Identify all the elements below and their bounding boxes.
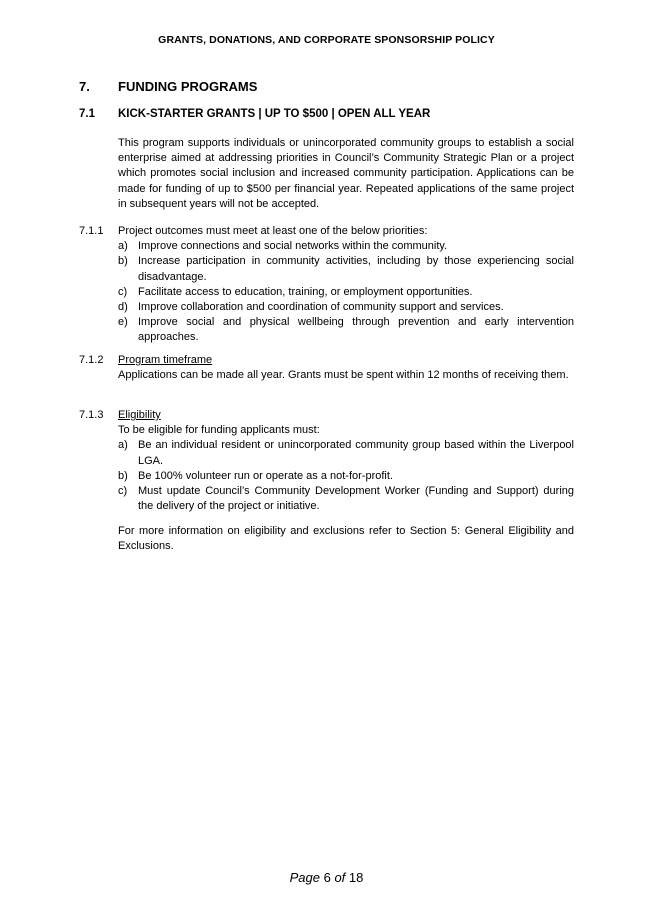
eligibility-list	[118, 438, 574, 514]
running-header: GRANTS, DONATIONS, AND CORPORATE SPONSORSHIP POLICY	[158, 34, 495, 46]
section-7-1-3-title: Eligibility	[118, 409, 161, 421]
list-item	[118, 239, 574, 254]
list-item-text: Improve collaboration and coordination of community support and services.	[138, 301, 504, 314]
list-marker: c)	[118, 285, 128, 298]
section-7-number: 7.	[79, 79, 90, 94]
list-item-text: Facilitate access to education, training, or employment opportunities.	[138, 285, 473, 298]
list-marker: d)	[118, 301, 128, 314]
list-item	[118, 315, 574, 345]
priorities-list	[118, 239, 574, 345]
page-total: 18	[348, 870, 364, 885]
section-7-title: FUNDING PROGRAMS	[118, 79, 258, 94]
list-item-text: Improve connections and social networks within the community.	[138, 240, 448, 253]
section-7-heading	[79, 79, 579, 94]
page-footer	[0, 870, 653, 885]
more-info-paragraph: For more information on eligibility and exclusions refer to Section 5: General Eligibility and Exclusions.	[118, 525, 574, 553]
list-marker: a)	[118, 439, 128, 452]
section-7-1-1-number: 7.1.1	[79, 225, 104, 237]
section-7-1-heading	[79, 108, 579, 120]
list-item-text: Be an individual resident or unincorporated community group based within the Liverpool LGA.	[138, 439, 574, 467]
section-7-1-3	[79, 408, 574, 514]
list-item	[118, 254, 574, 284]
list-item-text: Increase participation in community activities, including by those experiencing social disadvantage.	[138, 255, 574, 283]
list-item-text: Must update Council’s Community Development Worker (Funding and Support) during the delivery of the project or initiative.	[138, 485, 574, 513]
list-item-text: Improve social and physical wellbeing through prevention and early intervention approaches.	[138, 316, 574, 344]
list-item	[118, 484, 574, 514]
of-word: of	[334, 870, 346, 885]
section-7-1-3-number: 7.1.3	[79, 409, 104, 421]
section-7-1-intro: This program supports individuals or unincorporated community groups to establish a social enterprise aimed at addressing priorities in Council’s Community Strategic Plan or a project which promotes social inclusion and increased community participation. Applications can be made for funding of up to $500 per financial year. Repeated applications of the same project in subsequent years will not be accepted.	[118, 137, 574, 210]
page-word: Page	[289, 870, 320, 885]
list-marker: a)	[118, 240, 128, 253]
section-7-1-number: 7.1	[79, 108, 95, 120]
section-7-1-1-lead: Project outcomes must meet at least one of the below priorities:	[118, 225, 428, 237]
list-marker: e)	[118, 316, 128, 329]
section-7-1-title: KICK-STARTER GRANTS | UP TO $500 | OPEN ALL YEAR	[118, 108, 431, 120]
list-item	[118, 285, 574, 300]
section-7-1-2-number: 7.1.2	[79, 354, 104, 366]
list-marker: c)	[118, 485, 128, 498]
list-marker: b)	[118, 469, 128, 482]
list-item	[118, 438, 574, 468]
list-item	[118, 469, 574, 484]
section-7-1-1	[79, 224, 574, 346]
list-item-text: Be 100% volunteer run or operate as a not-for-profit.	[138, 469, 393, 482]
section-7-1-2-title: Program timeframe	[118, 354, 213, 366]
list-marker: b)	[118, 255, 128, 268]
section-7-1-2	[79, 353, 574, 383]
list-item	[118, 300, 574, 315]
page-number: 6	[323, 870, 331, 885]
section-7-1-2-text: Applications can be made all year. Grants must be spent within 12 months of receiving them.	[118, 369, 569, 382]
section-7-1-3-lead: To be eligible for funding applicants must:	[118, 424, 320, 437]
